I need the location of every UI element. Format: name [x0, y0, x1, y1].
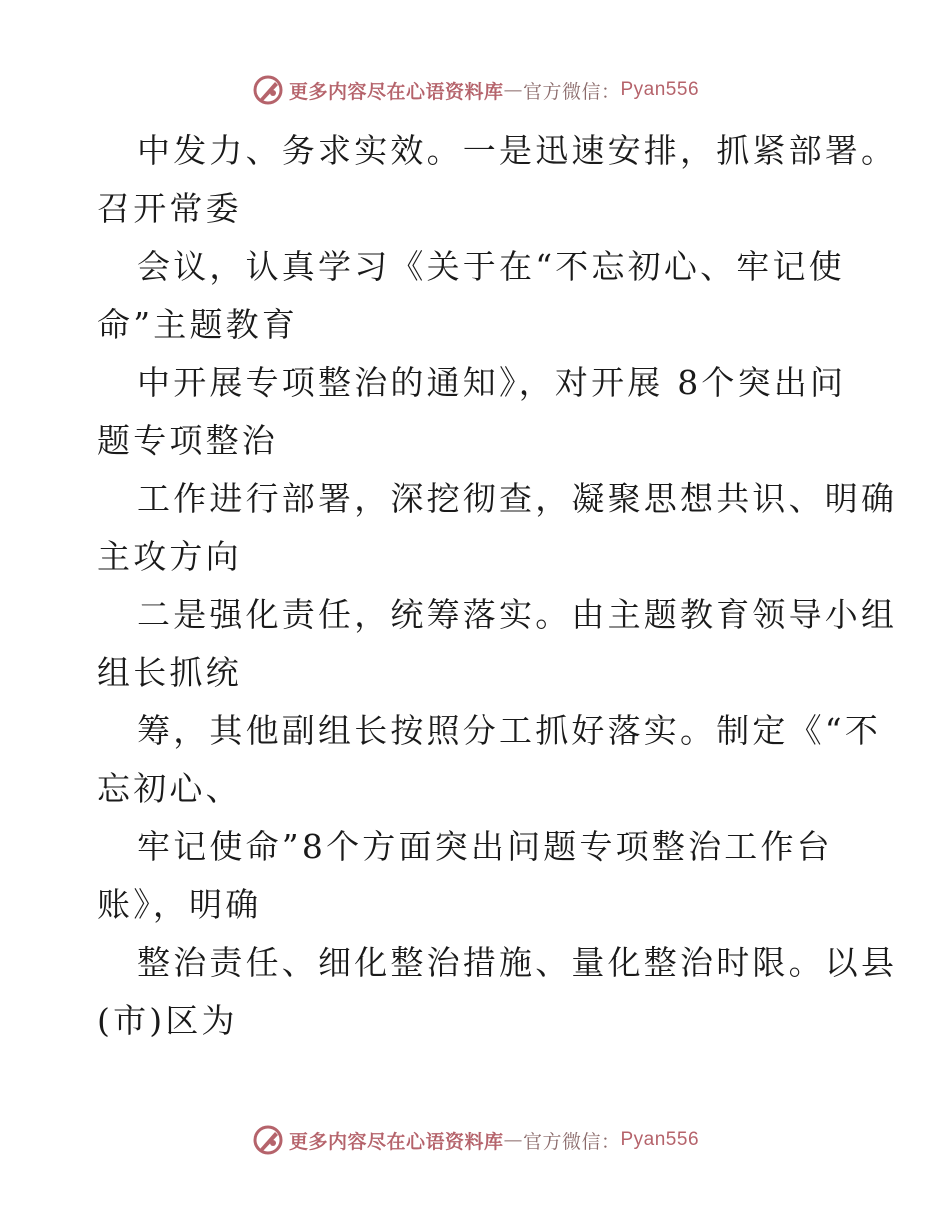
paragraph	[97, 818, 857, 934]
paragraph-line: 会议，认真学习《关于在“不忘初心、牢记使	[137, 247, 845, 286]
paragraph-line: 工作进行部署，深挖彻查，凝聚思想共识、明确	[137, 479, 898, 518]
paragraph	[97, 122, 898, 238]
watermark-wechat-id: Pyan556	[620, 79, 700, 100]
watermark-wechat-label: 官方微信：	[522, 80, 621, 103]
paragraph-line: 整治责任、细化整治措施、量化整治时限。以县	[137, 943, 898, 982]
watermark-site-name: 更多内容尽在心语资料库	[288, 1130, 504, 1153]
watermark-wechat-label: 官方微信：	[522, 1130, 621, 1153]
paragraph-line: 题专项整治	[97, 421, 278, 460]
footer-watermark	[0, 1120, 950, 1160]
paragraph	[97, 586, 898, 702]
paragraph-line: (市)区为	[97, 1001, 238, 1040]
paragraph-line: 忘初心、	[97, 769, 242, 808]
paragraph	[97, 354, 857, 470]
paragraph-line: 中开展专项整治的通知》，对开展 8个突出问	[137, 363, 847, 402]
document-body	[97, 122, 898, 1050]
watermark-wechat-id: Pyan556	[620, 1129, 700, 1150]
paragraph	[97, 702, 882, 818]
paragraph-line: 筹，其他副组长按照分工抓好落实。制定《“不	[137, 711, 882, 750]
pen-seal-icon	[251, 73, 285, 107]
paragraph-line: 主攻方向	[97, 537, 242, 576]
watermark-dash: —	[503, 1129, 523, 1151]
paragraph-line: 召开常委	[97, 189, 242, 228]
paragraph	[97, 238, 857, 354]
paragraph-line: 牢记使命”8个方面突出问题专项整治工作台	[137, 827, 833, 866]
paragraph	[97, 470, 898, 586]
header-watermark	[0, 70, 950, 110]
watermark-dash: —	[503, 79, 523, 101]
paragraph-line: 中发力、务求实效。一是迅速安排，抓紧部署。	[137, 131, 898, 170]
paragraph	[97, 934, 898, 1050]
watermark-site-name: 更多内容尽在心语资料库	[288, 80, 504, 103]
pen-seal-icon	[251, 1123, 285, 1157]
paragraph-line: 命”主题教育	[97, 305, 299, 344]
paragraph-line: 账》，明确	[97, 885, 262, 924]
paragraph-line: 二是强化责任，统筹落实。由主题教育领导小组	[137, 595, 898, 634]
paragraph-line: 组长抓统	[97, 653, 242, 692]
